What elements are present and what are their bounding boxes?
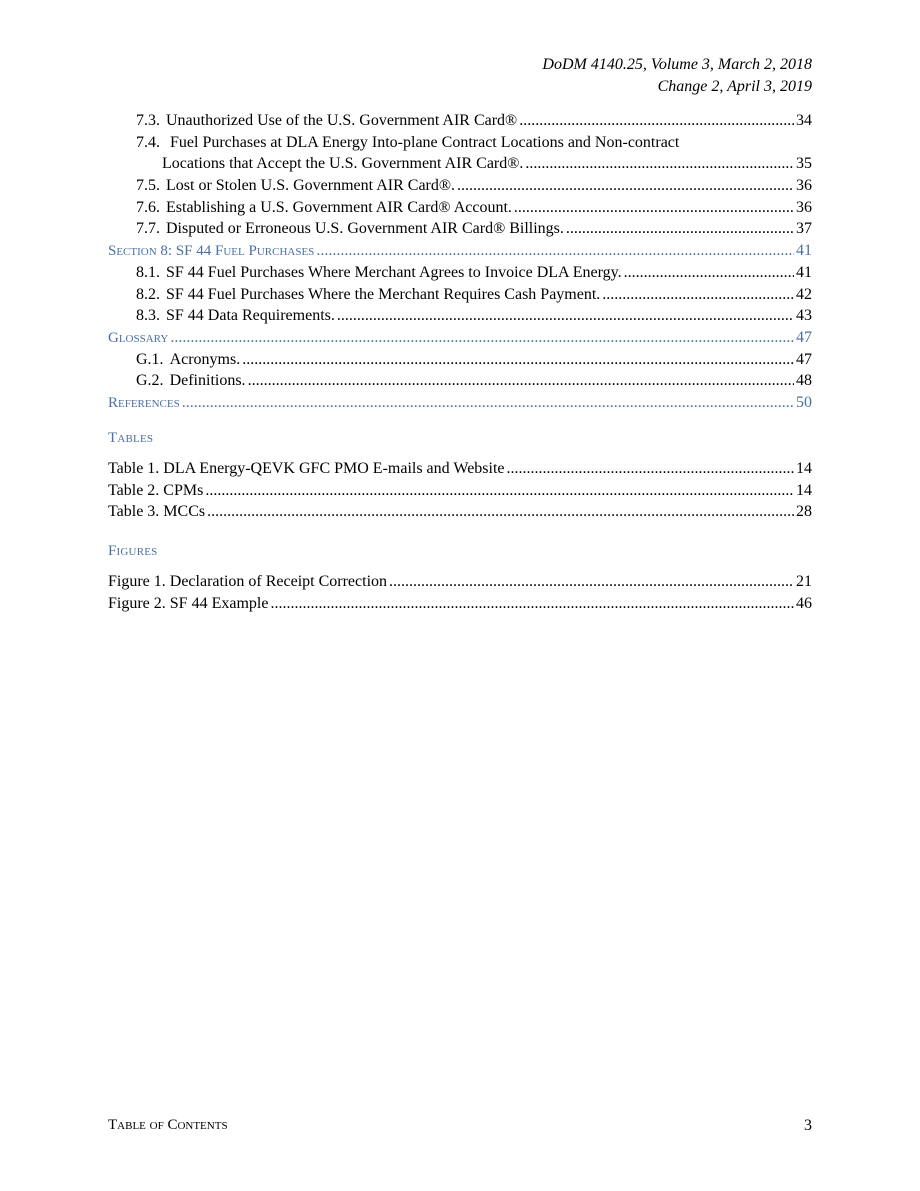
toc-section-8[interactable]: [108, 240, 812, 262]
toc-entry-8-2[interactable]: [108, 284, 812, 306]
dot-leader: [248, 370, 794, 392]
toc-entry-g-1[interactable]: [108, 349, 812, 371]
toc-entry-number: 7.5.: [136, 177, 160, 195]
toc-entry-number: 8.1.: [136, 263, 160, 281]
toc-entry-page: 48: [796, 372, 812, 390]
toc-entry-title: Acronyms.: [169, 350, 241, 368]
footer-page-number: 3: [804, 1117, 812, 1134]
figure-entry-2[interactable]: [108, 593, 812, 615]
dot-leader: [457, 175, 794, 197]
dot-leader: [242, 349, 794, 371]
table-of-contents: [108, 110, 812, 414]
dot-leader: [270, 593, 794, 615]
dot-leader: [182, 392, 794, 414]
footer-title: Table of Contents: [108, 1117, 228, 1133]
toc-entry-page: 37: [796, 220, 812, 238]
toc-entry-title: Disputed or Erroneous U.S. Government AIR Card® Billings.: [166, 220, 564, 238]
dot-leader: [205, 480, 794, 502]
toc-entry-7-3[interactable]: [108, 110, 812, 132]
toc-entry-page: 36: [796, 177, 812, 195]
toc-entry-number: G.2.: [136, 372, 164, 390]
toc-section-label: References: [108, 394, 180, 411]
dot-leader: [624, 262, 794, 284]
toc-entry-page: 42: [796, 285, 812, 303]
figure-entry-label: Figure 1. Declaration of Receipt Correction: [108, 573, 388, 590]
figures-list: [108, 571, 812, 614]
toc-entry-title: Definitions.: [169, 372, 246, 390]
document-header: [542, 54, 812, 98]
dot-leader: [389, 571, 794, 593]
header-change-date: Change 2, April 3, 2019: [657, 78, 812, 95]
toc-entry-number: 7.4.: [136, 133, 160, 151]
toc-section-label: Glossary: [108, 329, 169, 346]
dot-leader: [316, 240, 794, 262]
table-entry-3[interactable]: [108, 501, 812, 523]
toc-entry-7-4[interactable]: [108, 132, 812, 175]
toc-entry-number: G.1.: [136, 350, 164, 368]
toc-entry-title-continued: Locations that Accept the U.S. Government AIR Card®.: [162, 155, 524, 173]
toc-glossary[interactable]: [108, 327, 812, 349]
toc-entry-number: 7.6.: [136, 198, 160, 216]
figure-entry-label: Figure 2. SF 44 Example: [108, 594, 269, 612]
dot-leader: [207, 501, 794, 523]
toc-entry-title: SF 44 Fuel Purchases Where Merchant Agrees to Invoice DLA Energy.: [166, 263, 622, 281]
toc-entry-title: Establishing a U.S. Government AIR Card® Account.: [166, 198, 512, 216]
toc-entry-title: SF 44 Data Requirements.: [166, 307, 335, 325]
toc-section-page: 50: [796, 393, 812, 411]
figure-entry-1[interactable]: [108, 571, 812, 593]
toc-entry-g-2[interactable]: [108, 370, 812, 392]
figure-entry-page: 21: [796, 573, 812, 590]
toc-entry-page: 34: [796, 112, 812, 129]
dot-leader: [566, 218, 794, 240]
toc-entry-7-5[interactable]: [108, 175, 812, 197]
dot-leader: [514, 197, 794, 219]
table-entry-label: Table 1. DLA Energy-QEVK GFC PMO E-mails and Website: [108, 460, 505, 477]
dot-leader: [519, 110, 794, 132]
toc-entry-page: 35: [796, 155, 812, 173]
toc-entry-page: 36: [796, 198, 812, 216]
dot-leader: [170, 327, 794, 349]
toc-entry-page: 43: [796, 307, 812, 325]
dot-leader: [525, 153, 794, 175]
table-entry-page: 14: [796, 460, 812, 477]
toc-entry-title: SF 44 Fuel Purchases Where the Merchant Requires Cash Payment.: [166, 285, 601, 303]
toc-entry-title: Lost or Stolen U.S. Government AIR Card®.: [166, 177, 456, 195]
header-document-id: DoDM 4140.25, Volume 3, March 2, 2018: [542, 56, 812, 73]
figures-heading: Figures: [108, 543, 158, 559]
table-entry-2[interactable]: [108, 480, 812, 502]
toc-entry-page: 47: [796, 350, 812, 368]
toc-entry-7-6[interactable]: [108, 197, 812, 219]
table-entry-label: Table 3. MCCs: [108, 503, 206, 521]
table-entry-page: 28: [796, 503, 812, 521]
dot-leader: [602, 284, 794, 306]
figure-entry-page: 46: [796, 594, 812, 612]
tables-list: [108, 458, 812, 523]
dot-leader: [507, 458, 794, 480]
toc-section-page: 41: [796, 242, 812, 260]
toc-entry-8-1[interactable]: [108, 262, 812, 284]
toc-section-page: 47: [796, 328, 812, 346]
table-entry-page: 14: [796, 481, 812, 499]
toc-section-label: Section 8: SF 44 Fuel Purchases: [108, 243, 315, 260]
toc-entry-number: 8.2.: [136, 285, 160, 303]
toc-entry-title: Unauthorized Use of the U.S. Government AIR Card®: [166, 112, 518, 129]
table-entry-label: Table 2. CPMs: [108, 481, 204, 499]
toc-entry-page: 41: [796, 263, 812, 281]
toc-entry-number: 7.3.: [136, 112, 160, 129]
toc-entry-7-7[interactable]: [108, 218, 812, 240]
page-footer: [108, 1117, 812, 1135]
toc-entry-number: 8.3.: [136, 307, 160, 325]
toc-references[interactable]: [108, 392, 812, 414]
dot-leader: [337, 305, 794, 327]
tables-heading: Tables: [108, 430, 154, 446]
toc-entry-number: 7.7.: [136, 220, 160, 238]
table-entry-1[interactable]: [108, 458, 812, 480]
toc-entry-8-3[interactable]: [108, 305, 812, 327]
toc-entry-title: Fuel Purchases at DLA Energy Into-plane Contract Locations and Non-contract: [170, 133, 680, 151]
